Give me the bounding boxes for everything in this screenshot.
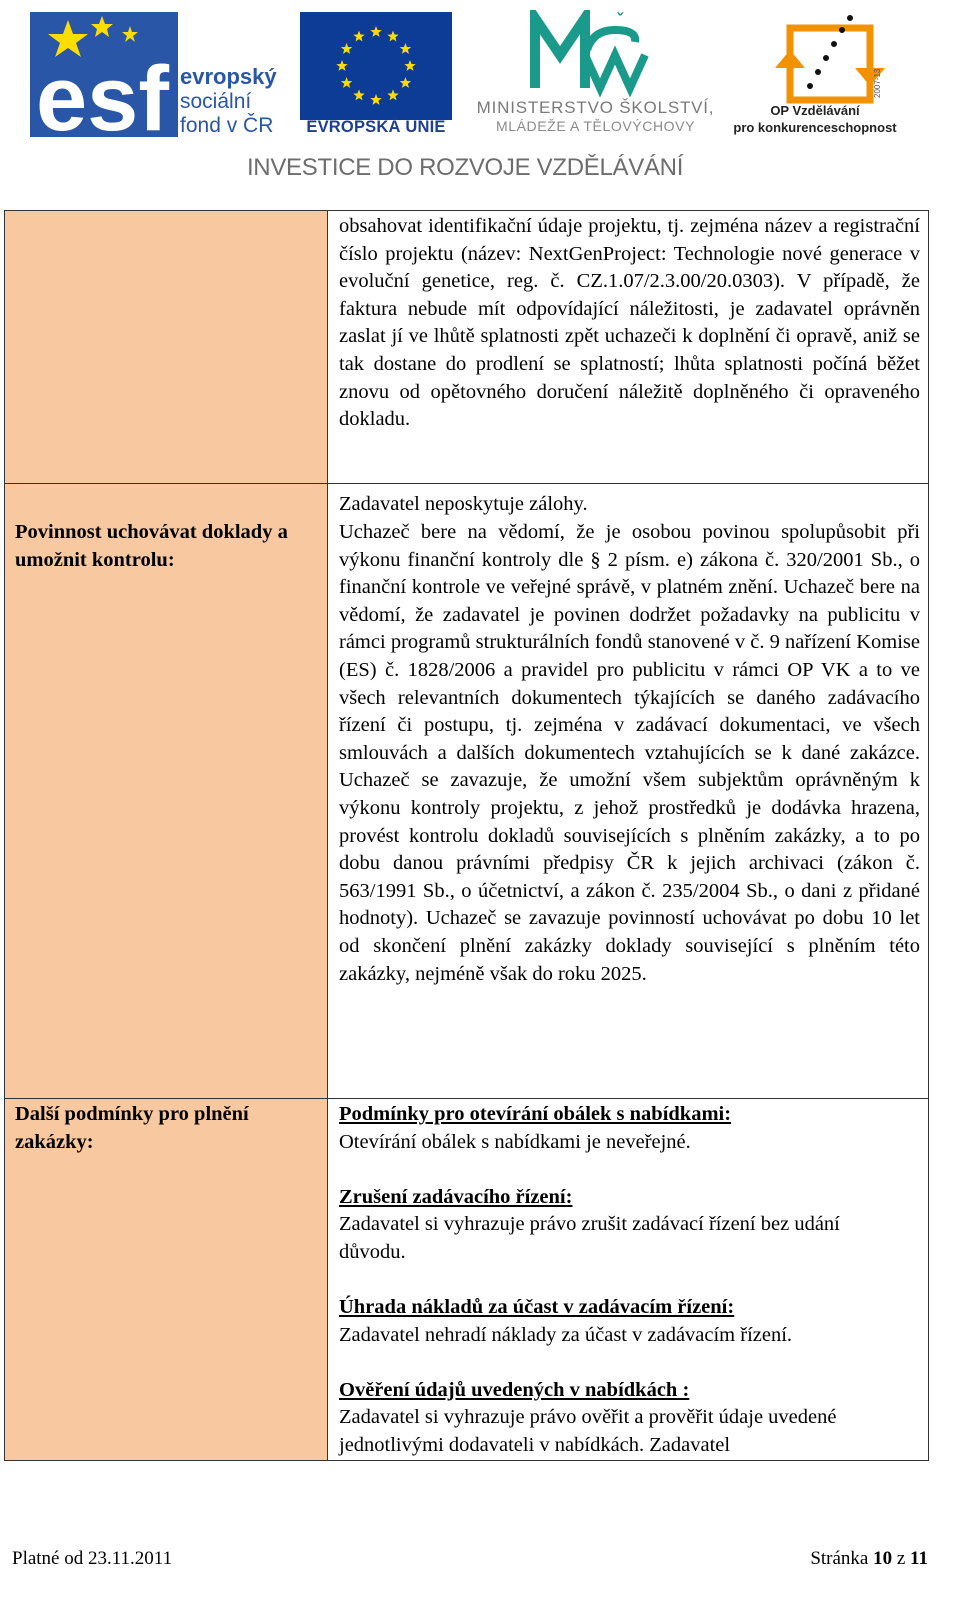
eu-star <box>353 31 364 42</box>
eu-star <box>404 60 415 71</box>
page-current: 10 <box>873 1548 893 1569</box>
eu-star <box>400 43 412 54</box>
eu-star <box>353 89 364 100</box>
svg-text:ˇ: ˇ <box>617 10 623 30</box>
esf-logo <box>30 12 290 137</box>
eu-star <box>341 77 353 88</box>
eu-star <box>387 89 398 100</box>
page-separator: z <box>892 1548 911 1569</box>
label-column <box>5 211 328 1460</box>
eu-label: EVROPSKÁ UNIE <box>306 118 446 136</box>
op-year: 2007-13 <box>873 68 882 98</box>
row-label-other-conditions: Další podmínky pro plnění zakázky: <box>15 1103 249 1153</box>
other-conditions-content <box>339 1101 920 1459</box>
eu-star <box>370 26 381 37</box>
op-name-line2: pro konkurenceschopnost <box>733 120 897 135</box>
svg-text:esf: esf <box>36 48 169 137</box>
row-divider <box>5 1098 928 1099</box>
section-text: Zadavatel si vyhrazuje právo zrušit zadávací řízení bez udání důvodu. <box>339 1213 840 1263</box>
eu-star <box>336 60 347 71</box>
row-label-control: Povinnost uchovávat doklady a umožnit kontrolu: <box>15 521 288 571</box>
footer-page-number <box>810 1548 928 1570</box>
page-header <box>0 0 960 195</box>
page-prefix: Stránka <box>810 1548 874 1569</box>
section-heading: Zrušení zadávacího řízení: <box>339 1185 573 1208</box>
eu-star <box>370 94 381 105</box>
row-divider <box>5 483 928 484</box>
eu-star <box>400 77 412 88</box>
eu-star <box>341 43 353 54</box>
section-heading: Ověření údajů uvedených v nabídkách : <box>339 1378 690 1401</box>
msmt-name-line1: MINISTERSTVO ŠKOLSTVÍ, <box>476 98 715 117</box>
eu-flag-logo <box>300 12 452 120</box>
page-total: 11 <box>910 1548 928 1569</box>
op-name-line1: OP Vzdělávání <box>770 103 860 118</box>
esf-text-3: fond v ČR <box>180 114 274 137</box>
footer-valid-from: Platné od 23.11.2011 <box>12 1548 173 1569</box>
conditions-table <box>4 210 929 1461</box>
section-text: Zadavatel si vyhrazuje právo ověřit a prověřit údaje uvedené jednotlivými dodavateli v nabídkách. Zadavatel <box>339 1406 837 1456</box>
investice-slogan: INVESTICE DO ROZVOJE VZDĚLÁVÁNÍ <box>246 154 684 181</box>
msmt-name-line2: MLÁDEŽE A TĚLOVÝCHOVY <box>495 118 696 134</box>
section-heading: Podmínky pro otevírání obálek s nabídkami: <box>339 1103 732 1125</box>
advance-payment-text: Zadavatel neposkytuje zálohy. <box>339 493 588 515</box>
section-heading: Úhrada nákladů za účast v zadávacím řízení: <box>339 1295 735 1318</box>
eu-star <box>387 31 398 42</box>
section-text: Zadavatel nehradí náklady za účast v zadávacím řízení. <box>339 1323 793 1346</box>
payment-terms-text: obsahovat identifikační údaje projektu, tj. zejména název a registrační číslo projektu (název: NextGenProject: Technologie nové generace v evoluční genetice, reg. č. CZ.1.07/2.3.00/20.0303). V případě, že faktura nebude mít odpovídající náležitosti, je zadavatel oprávněn zaslat jí ve lhůtě splatnosti zpět uchazeči k doplnění či opravě, aniž se tak dostane do prodlení se splatností; lhůta splatnosti počíná běžet znovu od opětovného doručení náležitě doplněného či opraveného dokladu. <box>339 215 920 431</box>
control-obligation-text: Uchazeč bere na vědomí, že je osobou povinou spolupůsobit při výkonu finanční kontroly dle § 2 písm. e) zákona č. 320/2001 Sb., o finanční kontrole ve veřejné správě, v platném znění. Uchazeč bere na vědomí, že zadavatel je povinen dodržet požadavky na publicitu v rámci programů strukturálních fondů stanovené v č. 9 nařízení Komise (ES) č. 1828/2006 a pravidel pro publicitu v rámci OP VK a to ve všech relevantních dokumentech týkajících se daného zadávacího řízení či postupu, tj. zejména v zadávací dokumentaci, ve všech smlouvách a dalších dokumentech vztahujících se k dané zakázce. Uchazeč se zavazuje, že umožní všem subjektům oprávněným k výkonu kontroly projektu, z jehož prostředků je dodávka hrazena, provést kontrolu dokladů souvisejících s plněním zakázky, a to po dobu danou právními předpisy ČR k jejich archivaci (zákon č. 563/1991 Sb., o účetnictví, a zákon č. 235/2004 Sb., o dani z přidané hodnoty). Uchazeč se zavazuje povinností uchovávat po dobu 10 let od skončení plnění zakázky doklady související s plněním této zakázky, nejméně však do roku 2025. <box>339 521 920 985</box>
section-text: Otevírání obálek s nabídkami je neveřejné. <box>339 1130 691 1153</box>
esf-text-1: evropský <box>180 64 277 89</box>
esf-text-2: sociální <box>180 90 252 113</box>
